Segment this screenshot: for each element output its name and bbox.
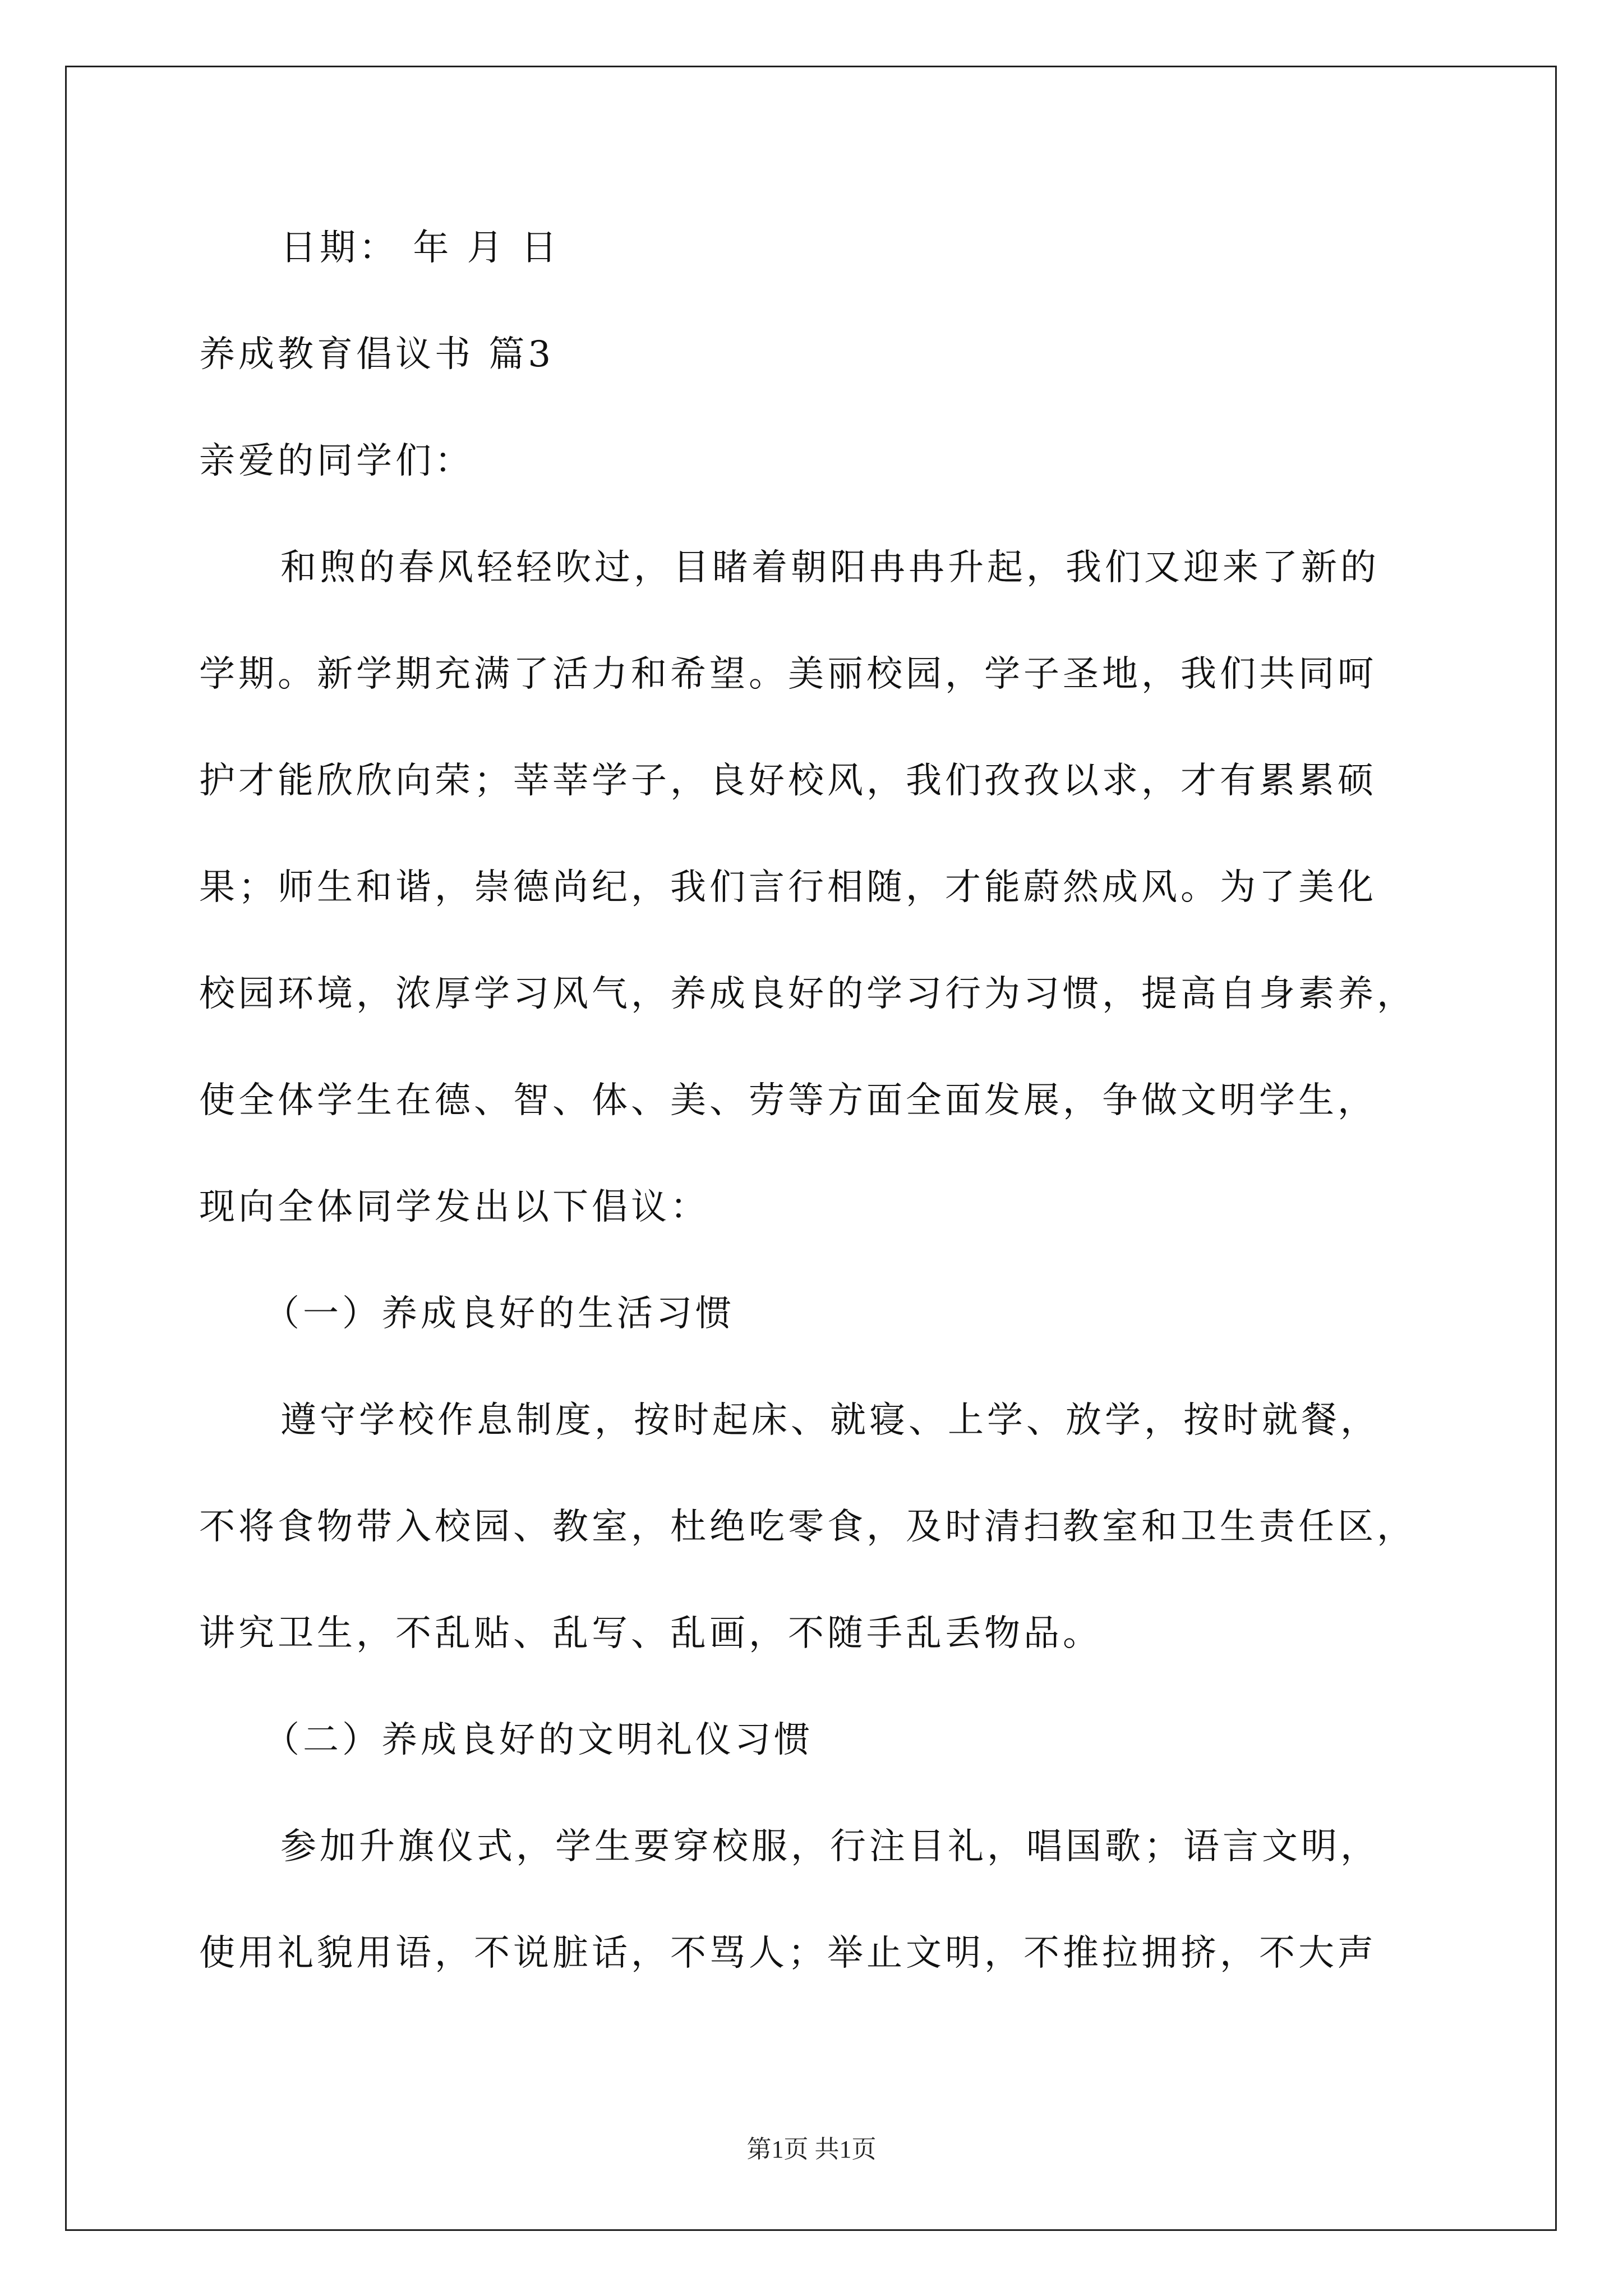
paragraph-line: 果；师生和谐，崇德尚纪，我们言行相随，才能蔚然成风。为了美化 bbox=[199, 867, 1377, 908]
section1-line: 遵守学校作息制度，按时起床、就寝、上学、放学，按时就餐， bbox=[280, 1400, 1380, 1441]
page-footer: 第1页 共1页 bbox=[746, 2136, 877, 2163]
paragraph-line: 使全体学生在德、智、体、美、劳等方面全面发展，争做文明学生， bbox=[199, 1080, 1377, 1121]
date-line: 日期： 年 月 日 bbox=[280, 227, 561, 269]
paragraph-line: 现向全体同学发出以下倡议： bbox=[199, 1186, 709, 1228]
paragraph-line: 护才能欣欣向荣；莘莘学子，良好校风，我们孜孜以求，才有累累硕 bbox=[199, 760, 1377, 802]
paragraph-line: 和煦的春风轻轻吹过，目睹着朝阳冉冉升起，我们又迎来了新的 bbox=[280, 547, 1380, 588]
paragraph-line: 校园环境，浓厚学习风气，养成良好的学习行为习惯，提高自身素养， bbox=[199, 973, 1416, 1015]
section1-line: 讲究卫生，不乱贴、乱写、乱画，不随手乱丢物品。 bbox=[199, 1613, 1102, 1654]
paragraph-line: 学期。新学期充满了活力和希望。美丽校园，学子圣地，我们共同呵 bbox=[199, 654, 1377, 695]
salutation: 亲爱的同学们： bbox=[199, 440, 474, 482]
section1-line: 不将食物带入校园、教室，杜绝吃零食，及时清扫教室和卫生责任区， bbox=[199, 1506, 1416, 1548]
section2-line: 使用礼貌用语，不说脏话，不骂人；举止文明，不推拉拥挤，不大声 bbox=[199, 1932, 1377, 1974]
section2-line: 参加升旗仪式，学生要穿校服，行注目礼，唱国歌；语言文明， bbox=[280, 1826, 1380, 1867]
section-heading-2: （二）养成良好的文明礼仪习惯 bbox=[264, 1719, 813, 1761]
page-border bbox=[65, 66, 1557, 2231]
section-heading-1: （一）养成良好的生活习惯 bbox=[264, 1293, 735, 1335]
document-title: 养成教育倡议书 篇3 bbox=[199, 334, 555, 375]
